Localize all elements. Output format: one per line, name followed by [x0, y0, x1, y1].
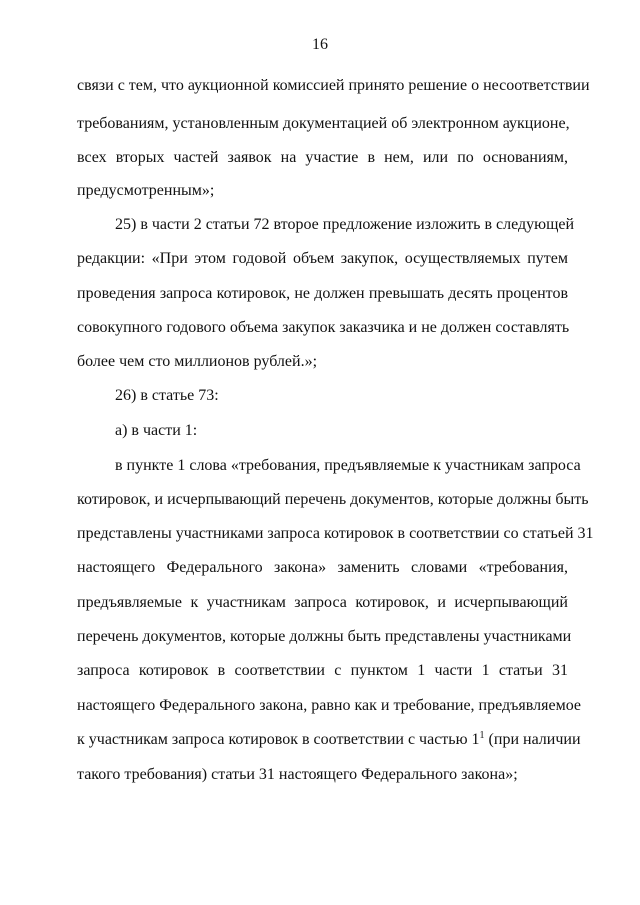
text-line: запроса котировок в соответствии с пунктом 1 части 1 статьи 31	[77, 662, 568, 679]
page-number: 16	[312, 36, 328, 53]
text-fragment: к участникам запроса котировок в соответствии с частью 1	[77, 731, 480, 748]
text-line: котировок, и исчерпывающий перечень документов, которые должны быть	[77, 491, 589, 508]
text-line: представлены участниками запроса котировок в соответствии со статьей 31	[77, 525, 594, 542]
text-line: предъявляемые к участникам запроса котировок, и исчерпывающий	[77, 594, 568, 611]
text-line: связи с тем, что аукционной комиссией принято решение о несоответствии	[77, 77, 590, 94]
text-line: проведения запроса котировок, не должен превышать десять процентов	[77, 285, 568, 302]
text-line: редакции: «При этом годовой объем закупок, осуществляемых путем	[77, 250, 568, 267]
text-line: требованиям, установленным документацией об электронном аукционе,	[77, 115, 570, 132]
text-line: такого требования) статьи 31 настоящего Федерального закона»;	[77, 766, 518, 783]
text-line: предусмотренным»;	[77, 182, 215, 199]
paragraph-first-line: а) в части 1:	[115, 422, 198, 439]
text-fragment: (при наличии	[484, 731, 581, 748]
paragraph-first-line: 26) в статье 73:	[115, 387, 219, 404]
text-line: настоящего Федерального закона» заменить словами «требования,	[77, 559, 568, 576]
text-line: настоящего Федерального закона, равно как и требование, предъявляемое	[77, 697, 581, 714]
paragraph-first-line: 25) в части 2 статьи 72 второе предложение изложить в следующей	[115, 216, 575, 233]
text-line: более чем сто миллионов рублей.»;	[77, 353, 318, 370]
text-line: всех вторых частей заявок на участие в нем, или по основаниям,	[77, 149, 568, 166]
text-line	[77, 730, 581, 750]
paragraph-first-line: в пункте 1 слова «требования, предъявляемые к участникам запроса	[115, 457, 581, 474]
superscript: 1	[479, 730, 485, 741]
text-line: перечень документов, которые должны быть представлены участниками	[77, 628, 572, 645]
text-line: совокупного годового объема закупок заказчика и не должен составлять	[77, 319, 570, 336]
